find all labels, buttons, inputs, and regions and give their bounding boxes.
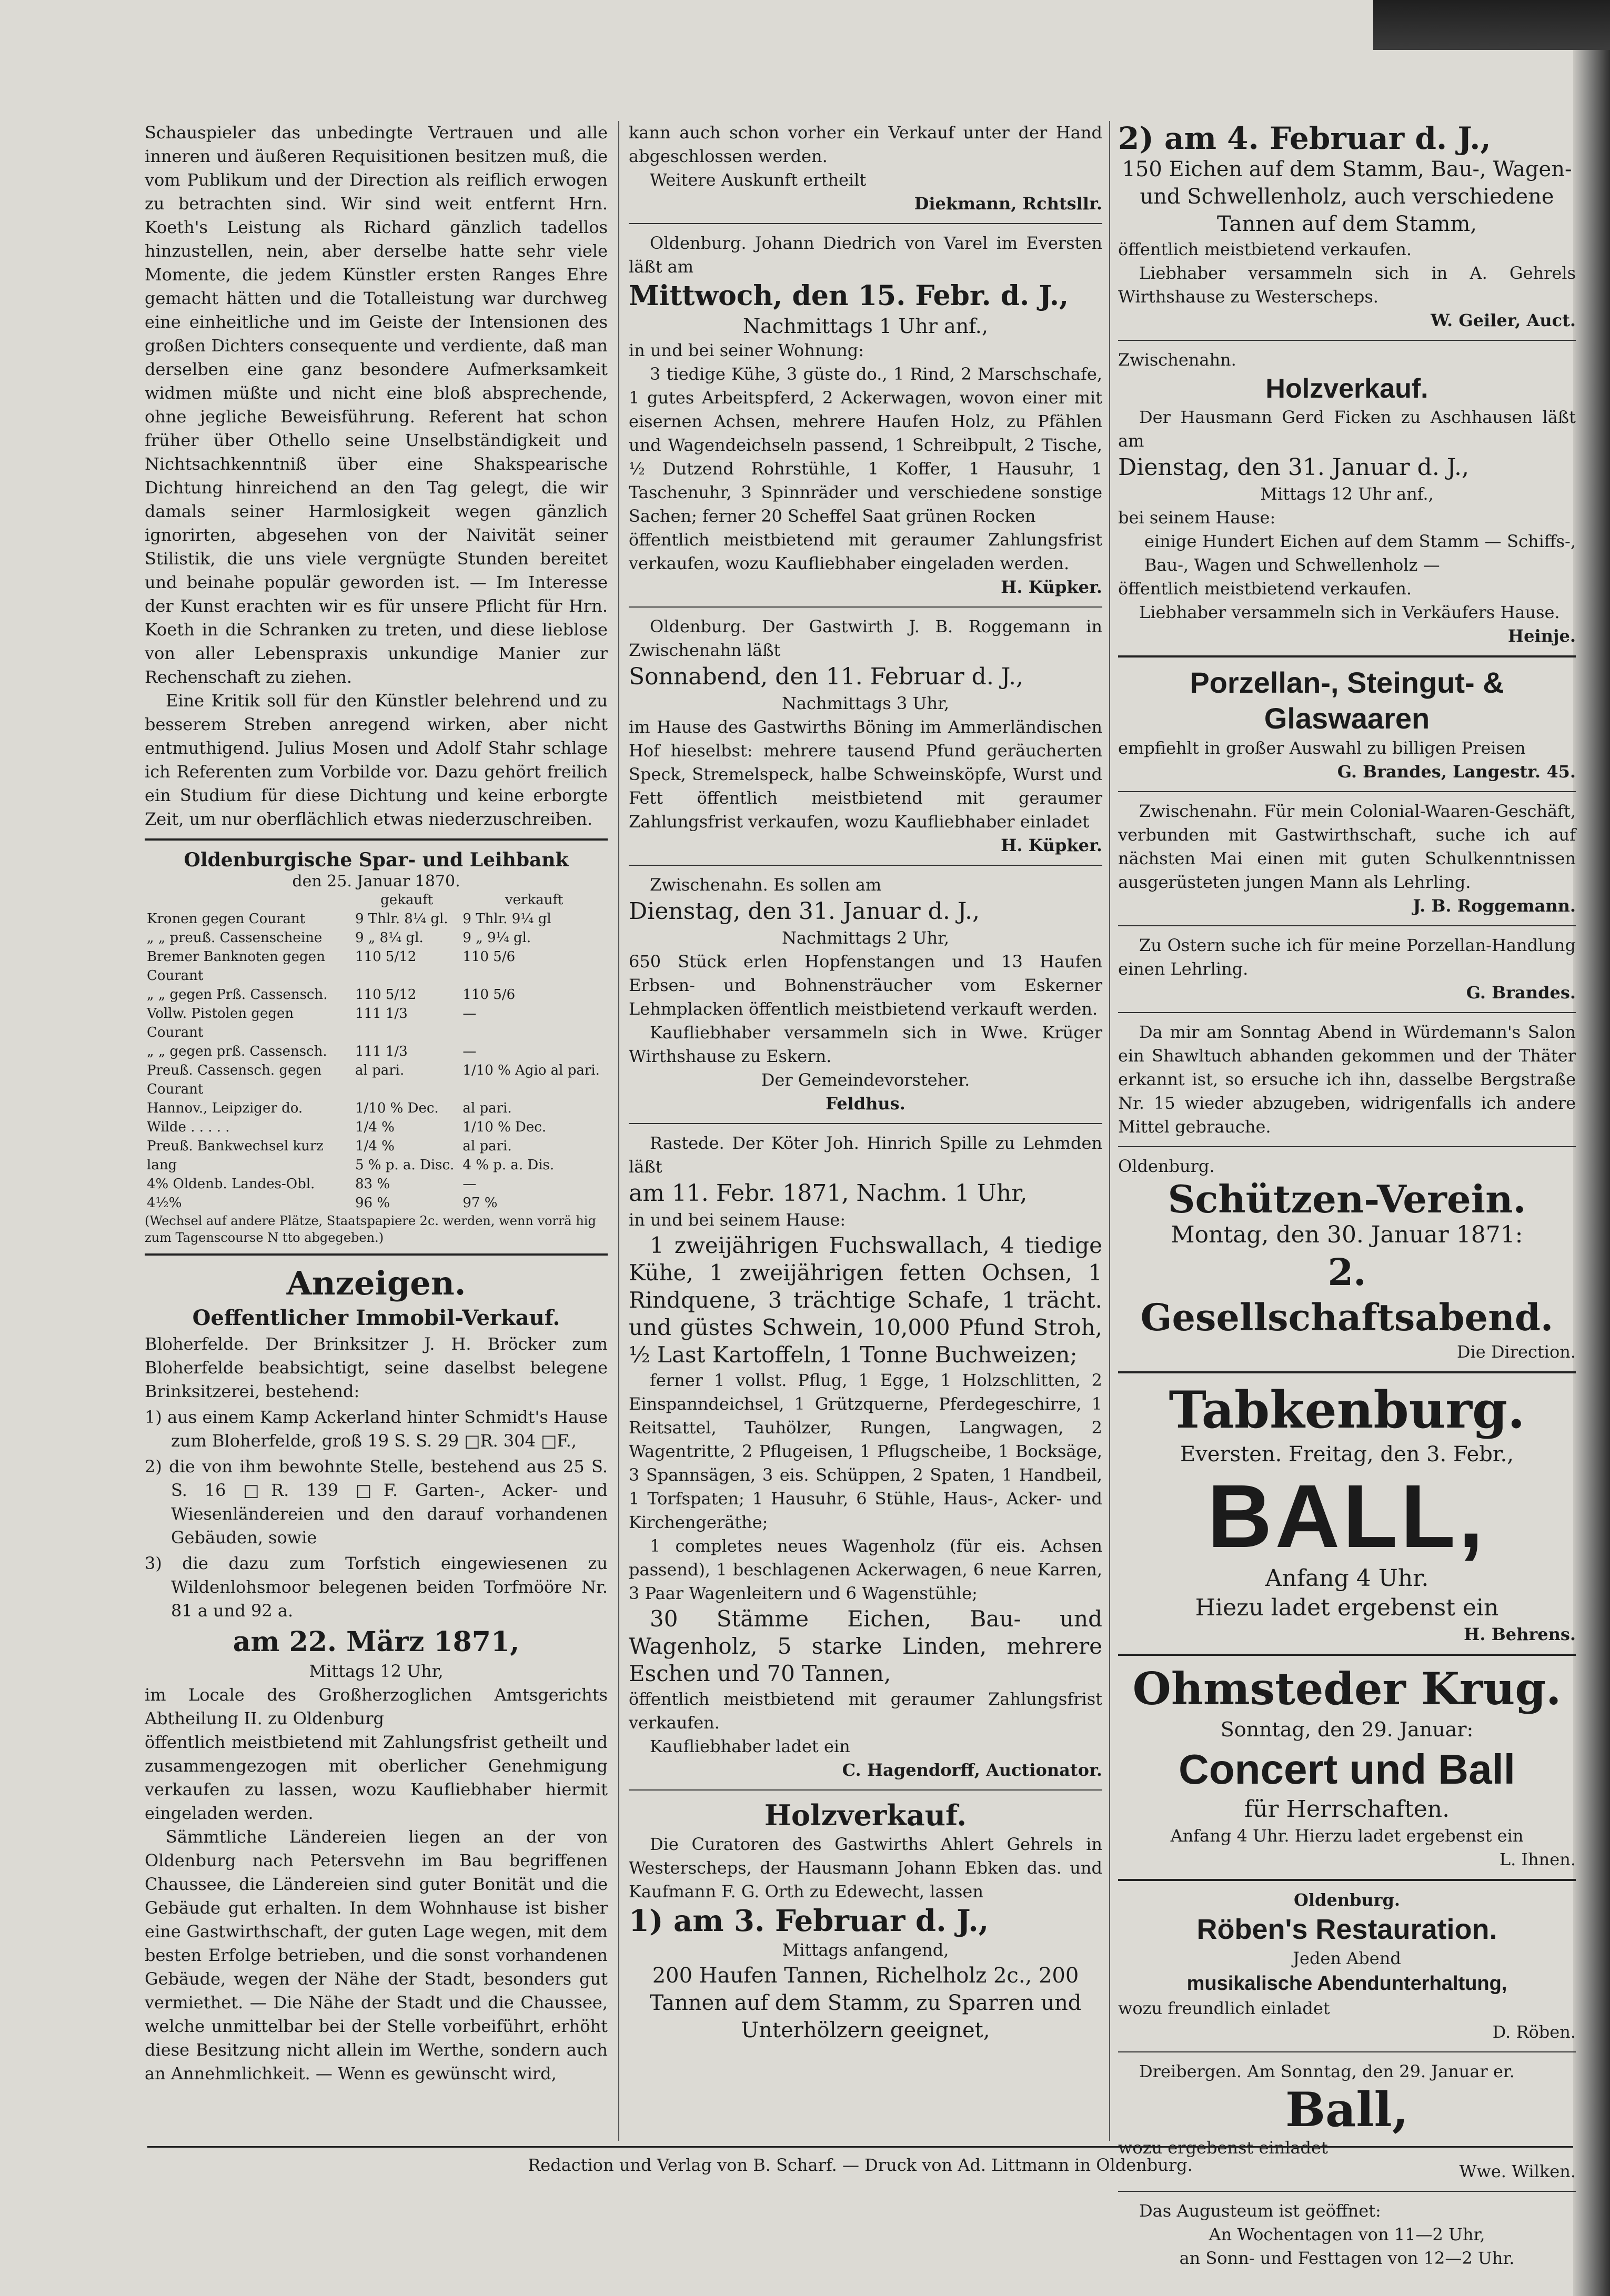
ad-date: Dienstag, den 31. Januar d. J., (629, 898, 980, 925)
roeben-title: Röben's Restauration. (1196, 1914, 1497, 1945)
divider (629, 1789, 1102, 1791)
tabkenburg-invite: Hiezu ladet ergebenst ein (1195, 1594, 1499, 1621)
immobil-place: im Locale des Großherzoglichen Amtsgerichts Abtheilung II. zu Oldenburg (145, 1685, 608, 1728)
divider (1118, 340, 1576, 341)
roeben-every: Jeden Abend (1293, 1948, 1401, 1968)
ad-sale-2: Kaufliebhaber ladet ein (650, 1736, 850, 1756)
ad-intro: Oldenburg. Der Gastwirth J. B. Roggemann in Zwischenahn läßt (629, 616, 1102, 660)
immobil-description: Sämmtliche Ländereien liegen an der von Oldenburg nach Petersvehn im Bau begriffenen Chaussee, die Ländereien sind guter Bonität und die Gebäude gut erhalten. In dem Wohnhause ist bisher eine Gastwirthschaft, der guten Lage wegen, mit dem besten Erfolge betrieben, und die sonst vorhandenen Gebäude, wegen der Nähe der Stadt, besonders gut vermiethet. — Die Nähe der Stadt und die Chaussee, welche unmittelbar bei der Stelle vorbeiführt, erhöht diese Besitzung nicht allein im Werthe, sondern auch an Annehmlichkeit. — Wenn es gewünscht wird, (145, 1827, 608, 2083)
rate-bought: al pari. (355, 1063, 405, 1078)
ad-body-large: 1 zweijährigen Fuchswallach, 4 tiedige Kühe, 1 zweijährigen fetten Ochsen, 1 Rindquene, 3 trächtige Schafe, 1 trächt. und güstes Schwein, 10,000 Pfund Stroh, ½ Last Kartoffeln, 1 Tonne Buchweizen; (629, 1232, 1102, 1368)
tabkenburg-time: Anfang 4 Uhr. (1265, 1565, 1429, 1592)
rate-name: Hannov., Leipziger do. (147, 1100, 303, 1116)
schuetzen-date: Montag, den 30. Januar 1871: (1171, 1221, 1523, 1248)
page-edge (1573, 0, 1610, 2296)
rate-bought: 110 5/12 (355, 987, 417, 1003)
ad-sale-2: Liebhaber versammeln sich in Verkäufers Hause. (1139, 602, 1560, 622)
ohmsteder-time: Anfang 4 Uhr. Hierzu ladet ergebenst ein (1170, 1826, 1524, 1846)
immobil-title: Oeffentlicher Immobil-Verkauf. (192, 1306, 560, 1330)
immobil-date: am 22. März 1871, (233, 1626, 520, 1658)
signature: H. Behrens. (1464, 1624, 1576, 1644)
rate-bought: 1/4 % (355, 1138, 395, 1154)
column-header-bought: gekauft (380, 892, 434, 908)
ohmsteder-date: Sonntag, den 29. Januar: (1220, 1718, 1474, 1741)
tabkenburg-date: Eversten. Freitag, den 3. Febr., (1180, 1442, 1514, 1466)
ad-place: in und bei seiner Wohnung: (629, 340, 864, 360)
ad-body: 650 Stück erlen Hopfenstangen und 13 Haufen Erbsen- und Bohnensträucher vom Eskerner Lehmplacken öffentlich meistbietend verkauft werden. (629, 952, 1102, 1019)
bank-date: den 25. Januar 1870. (292, 872, 460, 891)
divider (1118, 2191, 1576, 2192)
scan-background (1373, 0, 1610, 50)
rate-sold: — (462, 1044, 477, 1059)
signature: L. Ihnen. (1499, 1849, 1576, 1869)
immobil-intro: Bloherfelde. Der Brinksitzer J. H. Bröcker zum Bloherfelde beabsichtigt, seine daselbst belegene Brinksitzerei, bestehend: (145, 1334, 608, 1401)
rate-name: Bremer Banknoten gegen Courant (147, 949, 325, 984)
divider (1118, 925, 1576, 926)
rate-bought: 5 % p. a. Disc. (355, 1157, 455, 1173)
immobil-sale: öffentlich meistbietend mit Zahlungsfrist getheilt und zusammengezogen mit oberlicher Genehmigung verkaufen zu lassen, wozu Kaufliebhaber hiermit eingeladen werden. (145, 1732, 608, 1823)
rate-name: 4% Oldenb. Landes-Obl. (147, 1176, 315, 1192)
lehrling-ad: Zwischenahn. Für mein Colonial-Waaren-Geschäft, verbunden mit Gastwirthschaft, suche ich auf nächsten Mai einen mit guten Schulkenntnissen ausgerüsteten jungen Mann als Lehrling. (1118, 801, 1576, 892)
signature: Diekmann, Rchtsllr. (914, 194, 1102, 214)
ostern-ad: Zu Ostern suche ich für meine Porzellan-Handlung einen Lehrling. (1118, 935, 1576, 979)
rate-bought: 1/10 % Dec. (355, 1100, 439, 1116)
section-heading-anzeigen: Anzeigen. (286, 1264, 466, 1302)
review-text: Schauspieler das unbedingte Vertrauen und alle inneren und äußeren Requisitionen besitzen muß, die vom Publikum und der Direction als reiflich erwogen zu betrachten sind. Wir sind weit entfernt Hrn. Koeth's Leistung als Richard gänzlich tadellos hinzustellen, nein, aber derselbe hatte sehr viele Momente, die jedem Künstler ersten Ranges Ehre gemacht hätten und die Totalleistung war durchweg eine einheitliche und im Geiste der Intensionen des großen Dichters consequente und verdiente, daß man derselben eine ganz besondere Aufmerksamkeit widmen müßte und nicht eine bloß absprechende, ohne jegliche Beweisführung. Referent hat schon früher über Othello seine Unselbständigkeit und Nichtsachkenntniß über eine Shakspearische Dichtung hinreichend an den Tag gelegt, die wir damals seiner Harmlosigkeit wegen gänzlich ignorirten, abgesehen von der Naivität seiner Stilistik, die uns viele vergnügte Stunden bereitet und beinahe populär geworden ist. — Im Interesse der Kunst erachten wir es für unsere Pflicht für Hrn. Koeth in die Schranken zu treten, und diese lieblose von aller Lebenspraxis unkundige Manier zur Rechenschaft zu ziehen. (145, 123, 608, 687)
signature: G. Brandes. (1466, 983, 1576, 1003)
porzellan-body: empfiehlt in großer Auswahl zu billigen Preisen (1118, 738, 1526, 758)
rate-name: Preuß. Cassensch. gegen Courant (147, 1063, 322, 1097)
signature: G. Brandes, Langestr. 45. (1337, 762, 1576, 782)
signature: Wwe. Wilken. (1459, 2161, 1576, 2181)
ad-body-2: Kaufliebhaber versammeln sich in Wwe. Krüger Wirthshause zu Eskern. (629, 1023, 1102, 1066)
ad-place: Zwischenahn. (1118, 350, 1236, 370)
ad-time: Mittags 12 Uhr anf., (1260, 484, 1434, 504)
column-header-sold: verkauft (505, 892, 564, 908)
table-header-row (145, 891, 608, 909)
holz-title: Holzverkauf. (764, 1798, 967, 1832)
rate-name: Vollw. Pistolen gegen Courant (147, 1006, 294, 1040)
holz2-title: Holzverkauf. (1265, 373, 1428, 404)
immobil-item: 1) aus einem Kamp Ackerland hinter Schmidt's Hause zum Bloherfelde, groß 19 S. S. 29 □R. 304 □F., (145, 1407, 608, 1451)
rate-name: lang (147, 1157, 177, 1173)
signature: H. Küpker. (1001, 577, 1102, 597)
holz-date-2: 2) am 4. Februar d. J., (1118, 120, 1491, 156)
dreibergen-text: Dreibergen. Am Sonntag, den 29. Januar er. (1139, 2061, 1515, 2081)
ad-date: Dienstag, den 31. Januar d. J., (1118, 454, 1469, 481)
table-row (145, 928, 608, 947)
signature: D. Röben. (1492, 2022, 1576, 2042)
rate-sold: 110 5/6 (462, 987, 516, 1003)
rate-name: „ „ gegen Prß. Cassensch. (147, 987, 328, 1003)
rate-sold: al pari. (462, 1138, 512, 1154)
divider (1118, 1654, 1576, 1656)
table-row (145, 1004, 608, 1042)
rate-bought: 96 % (355, 1195, 390, 1211)
schuetzen-event: 2. Gesellschaftsabend. (1140, 1250, 1554, 1339)
column-1 (145, 121, 608, 2086)
signature: C. Hagendorff, Auctionator. (842, 1760, 1102, 1780)
holz-sale: öffentlich meistbietend verkaufen. (1118, 239, 1412, 259)
holz-intro: Die Curatoren des Gastwirths Ahlert Gehrels in Westerscheps, der Hausmann Johann Ebken das. und Kaufmann F. G. Orth zu Edewecht, lassen (629, 1834, 1102, 1901)
rate-name: „ „ preuß. Cassenscheine (147, 930, 323, 946)
holz-sale-2: Liebhaber versammeln sich in A. Gehrels Wirthshause zu Westerscheps. (1118, 263, 1576, 307)
column-2 (629, 121, 1102, 2044)
continued-text: kann auch schon vorher ein Verkauf unter der Hand abgeschlossen werden. (629, 123, 1102, 166)
ad-date: Mittwoch, den 15. Febr. d. J., (629, 280, 1069, 312)
table-row (145, 1118, 608, 1137)
ohmsteder-title: Ohmsteder Krug. (1132, 1663, 1562, 1715)
rate-name: Preuß. Bankwechsel kurz (147, 1138, 324, 1154)
roeben-invite: wozu freundlich einladet (1118, 1998, 1330, 2018)
immobil-item: 3) die dazu zum Torfstich eingewiesenen zu Wildenlohsmoor belegenen beiden Torfmööre Nr. 81 a und 92 a. (145, 1553, 608, 1621)
divider (1118, 1146, 1576, 1147)
rate-sold: 110 5/6 (462, 949, 516, 965)
ad-intro: Der Hausmann Gerd Ficken zu Aschhausen läßt am (1118, 407, 1576, 451)
table-row (145, 1175, 608, 1193)
ad-body: im Hause des Gastwirths Böning im Ammerländischen Hof hieselbst: mehrere tausend Pfund geräucherten Speck, Stremelspeck, halbe Schweinsköpfe, Wurst und Fett öffentlich meistbietend mit geraumer Zahlungsfrist verkaufen, wozu Kaufliebhaber einladet (629, 717, 1102, 832)
holz-body-2: 150 Eichen auf dem Stamm, Bau-, Wagen- und Schwellenholz, auch verschiedene Tannen auf dem Stamm, (1122, 157, 1572, 236)
ad-place-2: bei seinem Hause: (1118, 508, 1276, 528)
ad-body: ferner 1 vollst. Pflug, 1 Egge, 1 Holzschlitten, 2 Einspanndeichsel, 1 Grützquerne, Pferdegeschirre, 1 Reitsattel, Tauhölzer, Rungen, Langwagen, 2 Wagentritte, 2 Pflugeisen, 1 Pflugscheibe, 1 Bocksäge, 3 Spannsägen, 3 eis. Schüppen, 2 Spaten, 1 Handbeil, 1 Torfspaten; 1 Hausuhr, 6 Stühle, Haus-, Acker- und Kirchengeräthe; (629, 1370, 1102, 1532)
imprint-footer: Redaction und Verlag von B. Scharf. — Druck von Ad. Littmann in Oldenburg. (147, 2146, 1573, 2175)
ad-date: am 11. Febr. 1871, Nachm. 1 Uhr, (629, 1180, 1028, 1207)
ohmsteder-for: für Herrschaften. (1244, 1796, 1450, 1823)
rate-bought: 83 % (355, 1176, 390, 1192)
divider (629, 606, 1102, 608)
exchange-rates-table (145, 891, 608, 1212)
rate-bought: 110 5/12 (355, 949, 417, 965)
ad-place: Oldenburg. (1118, 1156, 1215, 1176)
rate-name: Kronen gegen Courant (147, 911, 306, 927)
ad-date: Sonnabend, den 11. Februar d. J., (629, 663, 1023, 690)
ohmsteder-event: Concert und Ball (1178, 1746, 1516, 1793)
rate-name: Wilde . . . . . (147, 1119, 230, 1135)
rate-sold: 9 Thlr. 9¼ gl (462, 911, 551, 927)
bank-title: Oldenburgische Spar- und Leihbank (184, 849, 569, 871)
ad-body-large-2: 30 Stämme Eichen, Bau- und Wagenholz, 5 starke Linden, mehrere Eschen und 70 Tannen, (629, 1606, 1102, 1686)
signature: Die Direction. (1456, 1342, 1576, 1362)
table-row (145, 1193, 608, 1212)
ad-time: Nachmittags 1 Uhr anf., (743, 315, 988, 338)
rate-sold: — (462, 1006, 477, 1021)
ad-time: Nachmittags 2 Uhr, (781, 928, 950, 948)
divider (145, 838, 608, 841)
rate-sold: — (462, 1176, 477, 1192)
divider (1118, 1879, 1576, 1881)
ad-intro: Rastede. Der Köter Joh. Hinrich Spille zu Lehmden läßt (629, 1133, 1102, 1177)
tabkenburg-title: Tabkenburg. (1169, 1380, 1525, 1440)
column-3 (1118, 121, 1576, 2270)
dreibergen-ball: Ball, (1285, 2082, 1409, 2138)
rate-sold: 1/10 % Dec. (462, 1119, 547, 1135)
rate-name: „ „ gegen prß. Cassensch. (147, 1044, 327, 1059)
table-row (145, 985, 608, 1004)
ad-place: in und bei seinem Hause: (629, 1210, 846, 1230)
bank-note: (Wechsel auf andere Plätze, Staatspapiere 2c. werden, wenn vorrä hig zum Tagenscourse N tto abgegeben.) (145, 1213, 596, 1245)
continued-text-2: Weitere Auskunft ertheilt (650, 170, 867, 190)
ad-place: Oldenburg. (1293, 1890, 1401, 1910)
signature: W. Geiler, Auct. (1431, 310, 1576, 330)
holz-time-1: Mittags anfangend, (782, 1940, 949, 1960)
ad-sale: öffentlich meistbietend mit geraumer Zahlungsfrist verkaufen, wozu Kaufliebhaber eingeladen werden. (629, 530, 1102, 573)
rate-bought: 111 1/3 (355, 1006, 408, 1021)
augusteum-hours-1: An Wochentagen von 11—2 Uhr, (1209, 2224, 1485, 2244)
tabkenburg-ball: BALL, (1207, 1466, 1487, 1566)
ad-body: 3 tiedige Kühe, 3 güste do., 1 Rind, 2 Marschschafe, 1 gutes Arbeitspferd, 2 Ackerwagen, wovon einer mit eisernen Achsen, mehrere Haufen Holz, zu Pfählen und Wagendeichseln passend, 1 Schreibpult, 2 Tische, ½ Dutzend Rohrstühle, 1 Koffer, 1 Hausuhr, 1 Taschenuhr, 3 Spinnräder und verschiedene sonstige Sachen; ferner 20 Scheffel Saat grünen Rocken (629, 364, 1102, 526)
column-divider (618, 121, 619, 2141)
ad-body-2: 1 completes neues Wagenholz (für eis. Achsen passend), 1 beschlagenen Ackerwagen, 6 neue Karren, 3 Paar Wagenleitern und 6 Wagenstühle; (629, 1536, 1102, 1603)
roeben-event: musikalische Abendunterhaltung, (1186, 1973, 1507, 1995)
table-row (145, 1099, 608, 1118)
table-row (145, 909, 608, 928)
ad-time: Nachmittags 3 Uhr, (781, 693, 950, 713)
rate-sold: al pari. (462, 1100, 512, 1116)
divider (1118, 791, 1576, 792)
table-row (145, 1061, 608, 1099)
rate-bought: 111 1/3 (355, 1044, 408, 1059)
signature: Heinje. (1507, 626, 1576, 646)
signature: J. B. Roggemann. (1413, 896, 1576, 916)
review-text-2: Eine Kritik soll für den Künstler belehrend und zu besserem Streben anregend wirken, aber nicht entmuthigend. Julius Mosen und Adolf Stahr schlage ich Referenten zum Vorbilde vor. Dazu gehört freilich ein Studium für diese Dichtung und keine erborgte Zeit, um nur oberflächlich etwas niederzuschreiben. (145, 691, 608, 829)
rate-name: 4½% (147, 1195, 182, 1211)
ad-body: einige Hundert Eichen auf dem Stamm — Schiffs-, Bau-, Wagen und Schwellenholz — (1144, 531, 1576, 575)
divider (1118, 655, 1576, 658)
table-row (145, 1156, 608, 1175)
ad-sale: öffentlich meistbietend mit geraumer Zahlungsfrist verkaufen. (629, 1689, 1102, 1733)
immobil-time: Mittags 12 Uhr, (309, 1661, 444, 1681)
augusteum-hours-2: an Sonn- und Festtagen von 12—2 Uhr. (1179, 2248, 1515, 2268)
signature-title: Der Gemeindevorsteher. (761, 1070, 970, 1090)
divider (1118, 1371, 1576, 1373)
rate-sold: 1/10 % Agio al pari. (462, 1063, 600, 1078)
signature: H. Küpker. (1001, 835, 1102, 855)
table-row (145, 947, 608, 985)
divider (629, 223, 1102, 224)
immobil-item: 2) die von ihm bewohnte Stelle, bestehend aus 25 S. S. 16 □R. 139 □F. Garten-, Acker- und Wiesenländereien und den darauf vorhandenen Gebäuden, sowie (145, 1457, 608, 1547)
ad-intro: Oldenburg. Johann Diedrich von Varel im Eversten läßt am (629, 233, 1102, 277)
porzellan-title: Porzellan-, Steingut- & Glaswaaren (1190, 666, 1504, 735)
rate-sold: 97 % (462, 1195, 498, 1211)
table-row (145, 1137, 608, 1156)
augusteum-text: Das Augusteum ist geöffnet: (1139, 2201, 1381, 2221)
rate-sold: 9 „ 9¼ gl. (462, 930, 531, 946)
dreibergen-invite: wozu ergebenst einladet (1118, 2138, 1328, 2158)
divider (1118, 1012, 1576, 1013)
signature: Feldhus. (826, 1094, 905, 1114)
divider (629, 865, 1102, 866)
column-divider (1109, 121, 1110, 2141)
holz-body-1: 200 Haufen Tannen, Richelholz 2c., 200 Tannen auf dem Stamm, zu Sparren und Unterhölzern geeignet, (649, 1964, 1082, 2042)
table-row (145, 1042, 608, 1061)
divider (1118, 2051, 1576, 2052)
shawl-ad: Da mir am Sonntag Abend in Würdemann's Salon ein Shawltuch abhanden gekommen und der Thäter erkannt ist, so ersuche ich ihn, dasselbe Bergstraße Nr. 15 wieder abzugeben, widrigenfalls ich andere Mittel gebrauche. (1118, 1022, 1576, 1137)
divider (629, 1123, 1102, 1124)
divider (145, 1253, 608, 1256)
schuetzen-title: Schützen-Verein. (1168, 1177, 1526, 1221)
rate-bought: 9 Thlr. 8¼ gl. (355, 911, 448, 927)
ad-sale: öffentlich meistbietend verkaufen. (1118, 579, 1412, 599)
rate-bought: 9 „ 8¼ gl. (355, 930, 424, 946)
ad-intro: Zwischenahn. Es sollen am (650, 875, 882, 895)
rate-bought: 1/4 % (355, 1119, 395, 1135)
holz-date-1: 1) am 3. Februar d. J., (629, 1904, 989, 1938)
rate-sold: 4 % p. a. Dis. (462, 1157, 555, 1173)
